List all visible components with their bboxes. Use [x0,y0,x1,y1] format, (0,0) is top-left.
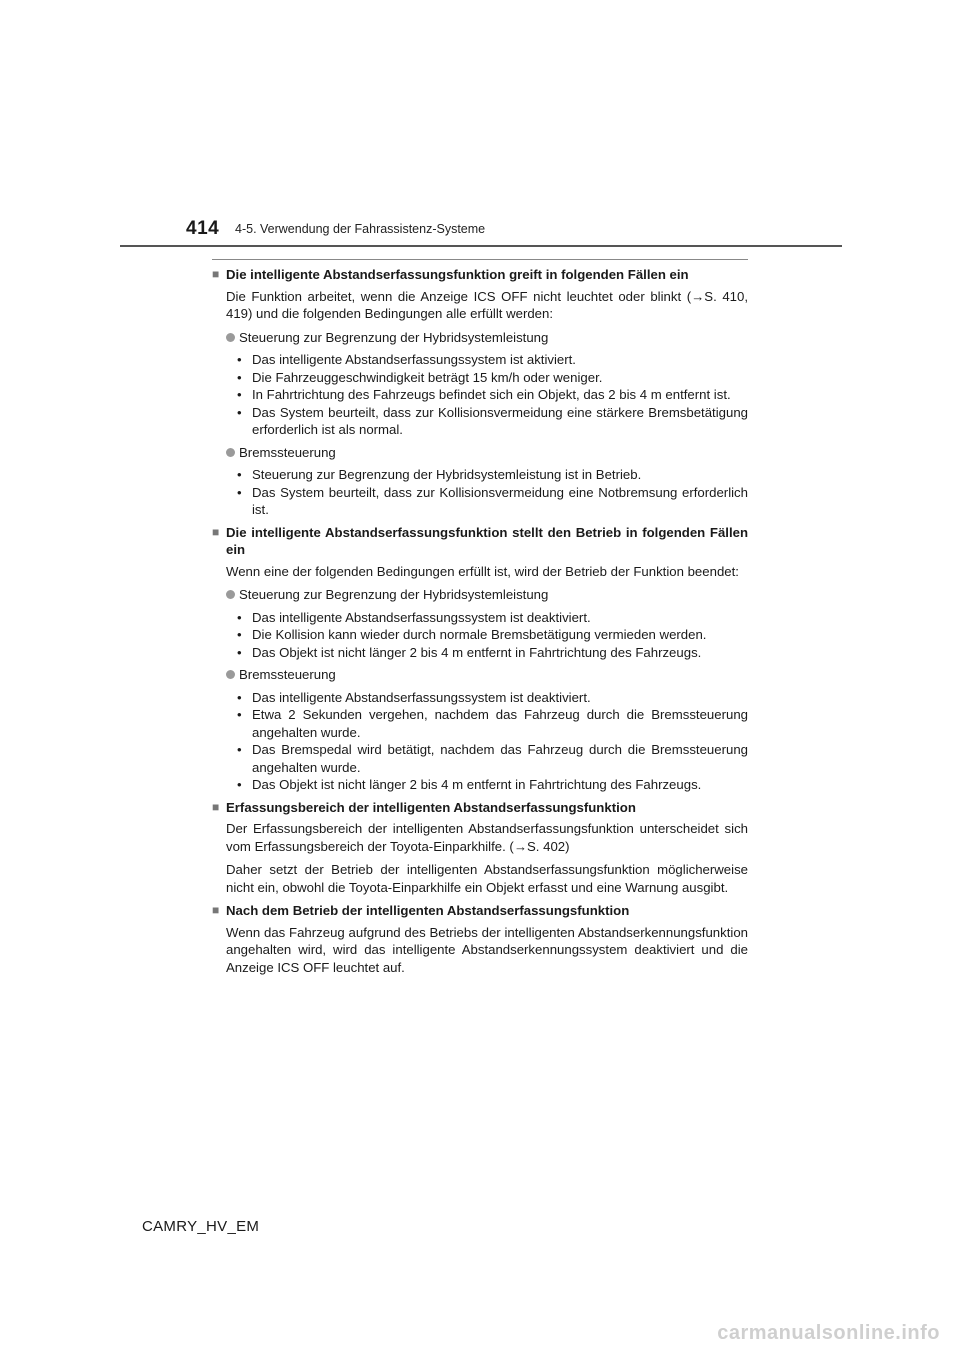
list-item: • Das System beurteilt, dass zur Kollisionsvermeidung eine stärkere Bremsbetätigung erforderlich ist als normal. [237,404,748,437]
list-item: • Das System beurteilt, dass zur Kollisionsvermeidung eine Notbremsung erforderlich ist. [237,484,748,517]
list-item: • Das Objekt ist nicht länger 2 bis 4 m entfernt in Fahrtrichtung des Fahrzeugs. [237,777,702,792]
bullet-dot-icon: • [237,609,242,625]
list-item: • Etwa 2 Sekunden vergehen, nachdem das Fahrzeug durch die Bremssteuerung angehalten wurde. [237,707,748,740]
paragraph: Daher setzt der Betrieb der intelligenten Abstandserfassungsfunktion möglicherweise nicht ein, obwohl die Toyota-Einparkhilfe ein Objekt erfasst und eine Warnung ausgibt. [226,862,748,895]
subsection [226,586,748,661]
section [212,524,748,794]
list-item: • Steuerung zur Begrenzung der Hybridsystemleistung ist in Betrieb. [237,467,642,482]
bullet-dot-icon: • [237,387,242,402]
watermark: carmanualsonline.info [717,1322,940,1344]
bullet-dot-icon: • [237,777,242,792]
section [212,799,748,897]
circle-bullet-icon [226,670,235,679]
list-item: • Die Kollision kann wieder durch normale Bremsbetätigung vermieden werden. [237,627,707,642]
page-number: 414 [186,218,220,239]
square-bullet-icon: ■ [212,903,220,917]
list-item: • Das Bremspedal wird betätigt, nachdem das Fahrzeug durch die Bremssteuerung angehalten wurde. [237,742,748,775]
bullet-dot-icon: • [237,369,242,385]
square-bullet-icon: ■ [212,267,220,281]
list-item: • Das intelligente Abstandserfassungssystem ist deaktiviert. [237,609,591,625]
list-item: • Das intelligente Abstandserfassungssystem ist deaktiviert. [237,689,591,705]
bullet-dot-icon: • [237,742,242,757]
list-item: • Das intelligente Abstandserfassungssystem ist aktiviert. [237,352,576,367]
section-heading: ■ Die intelligente Abstandserfassungsfunktion greift in folgenden Fällen ein [212,267,689,282]
bullet-dot-icon: • [237,352,242,367]
paragraph: Wenn eine der folgenden Bedingungen erfüllt ist, wird der Betrieb der Funktion beendet: [226,563,739,579]
bullet-dot-icon: • [237,484,242,500]
section-heading: ■ Erfassungsbereich der intelligenten Abstandserfassungsfunktion [212,799,636,815]
bullet-dot-icon: • [237,467,242,482]
list-item: • Das Objekt ist nicht länger 2 bis 4 m entfernt in Fahrtrichtung des Fahrzeugs. [237,644,702,660]
square-bullet-icon: ■ [212,799,220,814]
subsection [226,666,748,794]
square-bullet-icon: ■ [212,524,220,539]
subsection-heading: Steuerung zur Begrenzung der Hybridsystemleistung [226,329,748,347]
header-rule [120,245,842,247]
content [212,266,748,982]
circle-bullet-icon [226,333,235,342]
chapter-title: 4-5. Verwendung der Fahrassistenz-Systeme [235,222,486,236]
footer-code: CAMRY_HV_EM [142,1218,260,1235]
subsection [226,444,748,519]
paragraph: Der Erfassungsbereich der intelligenten Abstandserfassungsfunktion unterscheidet sich vom Erfassungsbereich der Toyota-Einparkhilfe. (→S. 402) [226,821,748,854]
section-heading: ■ Die intelligente Abstandserfassungsfunktion stellt den Betrieb in folgenden Fällen ein [212,524,748,557]
section [212,902,748,976]
content-rule [212,259,748,260]
subsection-heading: Bremssteuerung [226,666,748,684]
section [212,266,748,519]
subsection [226,329,748,439]
bullet-dot-icon: • [237,627,242,642]
circle-bullet-icon [226,448,235,457]
paragraph: Wenn das Fahrzeug aufgrund des Betriebs der intelligenten Abstandserkennungsfunktion angehalten wird, wird das intelligente Abstandserkennungssystem deaktiviert und die Anzeige ICS OFF leuchtet auf. [226,924,748,975]
paragraph: Die Funktion arbeitet, wenn die Anzeige ICS OFF nicht leuchtet oder blinkt (→S. 410, 419) und die folgenden Bedingungen alle erfüllt werden: [226,288,748,321]
bullet-dot-icon: • [237,644,242,660]
subsection-heading: Bremssteuerung [226,444,748,462]
bullet-dot-icon: • [237,707,242,722]
bullet-dot-icon: • [237,689,242,705]
list-item: • In Fahrtrichtung des Fahrzeugs befindet sich ein Objekt, das 2 bis 4 m entfernt ist. [237,387,731,402]
list-item: • Die Fahrzeuggeschwindigkeit beträgt 15 km/h oder weniger. [237,369,603,385]
bullet-dot-icon: • [237,404,242,420]
subsection-heading: Steuerung zur Begrenzung der Hybridsystemleistung [226,586,748,604]
section-heading: ■ Nach dem Betrieb der intelligenten Abstandserfassungsfunktion [212,903,630,918]
circle-bullet-icon [226,590,235,599]
